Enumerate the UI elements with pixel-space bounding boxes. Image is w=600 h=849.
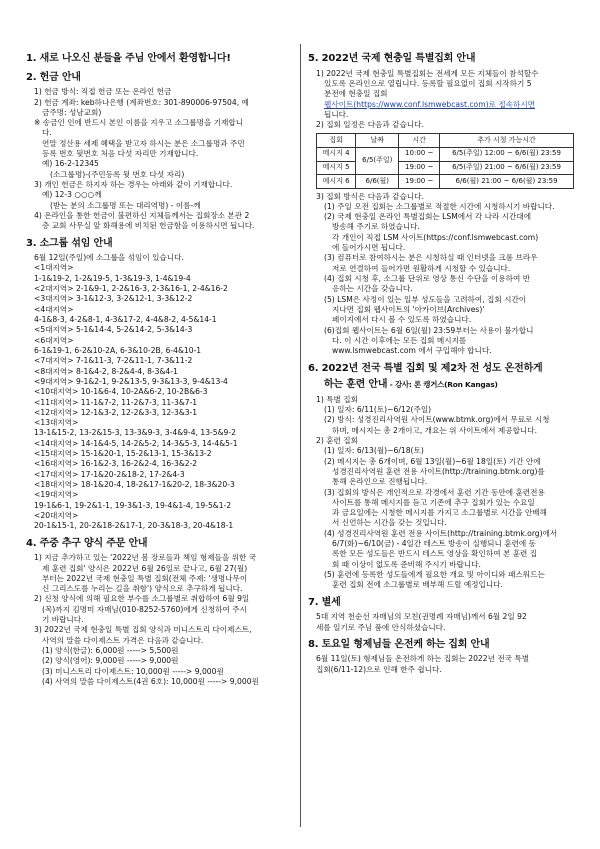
s3-line: <1대지역>	[34, 263, 74, 273]
s6-line: 서 신언하는 시간을 갖는 것입니다.	[332, 518, 447, 528]
s3-line: <6대지역>	[34, 335, 74, 345]
s2-line: 3) 개인 헌금은 하지자 하는 경우는 아래와 같이 기재합니다.	[34, 180, 233, 189]
s4-line: 신 그리스도를 누리는 길을 취함') 양식으로 추구하게 됩니다.	[42, 584, 243, 594]
s4-price-line: (3) 미니스트리 다이제스트: 10,000원 -----> 9,000원	[42, 666, 224, 676]
s6-line: 6/7(화)~6/10(금) - 4일간 테스트 방송이 실행되니 훈련에 동	[332, 539, 536, 549]
section-3-title: 3. 소그룹 섞임 안내	[26, 237, 113, 249]
schedule-header: 추가 시청 가능시간	[440, 134, 574, 148]
s2-line: (받는 분의 소그룹명 또는 대리역명) - 이름-께	[50, 200, 201, 210]
section-2-body	[24, 87, 296, 231]
s2-line: 층 교회 사무실 앞 화해용에 비치된 헌금함을 이용하시면 됩니다.	[42, 221, 255, 231]
s4-line: 기 바랍니다.	[42, 615, 84, 625]
s3-line: 4-1&8-3, 4-2&8-1, 4-3&17-2, 4-4&8-2, 4-5&14-1	[34, 315, 217, 325]
s4-line: (목)까지 김명미 자매님(010-8252-5760)에게 신청하여 주시	[42, 604, 247, 614]
s6-line: 2) 훈련 집회	[316, 435, 358, 445]
left-column	[24, 52, 296, 825]
s3-line: <2대지역> 2-1&9-1, 2-2&16-3, 2-3&16-1, 2-4&16-2	[34, 284, 228, 294]
s3-line: <3대지역> 3-1&12-3, 3-2&12-1, 3-3&12-2	[34, 294, 193, 304]
section-5-body	[306, 69, 582, 131]
s3-line: <11대지역> 11-1&7-2, 11-2&7-3, 11-3&7-1	[34, 397, 198, 407]
s5-line: (6)집회 웹사이트는 6월 6일(월) 23:59부터는 사용이 불가합니	[324, 325, 534, 335]
section-5-title: 5. 2022년 국제 현충일 특별집회 안내	[308, 53, 476, 64]
s5-line: 다. 이 시간 이후에는 모든 집회 메시지를	[332, 335, 467, 345]
section-6-title: 6. 2022년 전국 특별 집회 및 제2차 전 성도 온전하게	[308, 362, 543, 374]
s3-line: <8대지역> 8-1&4-2, 8-2&4-4, 8-3&4-1	[34, 366, 178, 376]
s5-line: www.lsmwebcast.com 에서 구입해야 합니다.	[332, 346, 492, 356]
s6-line: (1) 일자: 6/11(토)~6/12(주일)	[324, 405, 432, 415]
s4-price-line: (1) 양식(한글): 6,000원 -----> 5,500원	[42, 646, 179, 655]
s3-line: <18대지역> 18-1&20-4, 18-2&17-1&20-2, 18-3&20-3	[34, 480, 235, 490]
s5-line: 분전에 현충일 집회	[324, 89, 388, 99]
s2-line: 1) 헌금 방식: 직접 헌금 또는 온라인 헌금	[34, 87, 172, 97]
s3-line: 20-1&15-1, 20-2&18-2&17-1, 20-3&18-3, 20-4&18-1	[34, 521, 234, 531]
s3-line: <19대지역>	[34, 490, 79, 500]
schedule-row	[317, 161, 574, 175]
schedule-header: 집회	[317, 134, 356, 148]
s5-line: (3) 컴퓨터로 참여하시는 분은 시청하실 때 인터넷을 크롬 브라우	[324, 253, 538, 263]
s2-line: 등록 번호 뒷번호 처음 다섯 자리만 기재합니다.	[42, 149, 199, 159]
s2-line: 다.	[42, 128, 52, 138]
section-6-speaker: - 강사: 론 캥거스(Ron Kangas)	[387, 380, 498, 390]
s3-line: 13-1&15-2, 13-2&15-3, 13-3&9-3, 3-4&9-4, 13-5&9-2	[34, 428, 236, 438]
column-divider	[300, 44, 301, 827]
s4-line: 1) 지금 추가하고 있는 '2022년 봄 장로들과 책임 형제들을 위한 국	[34, 553, 257, 563]
s4-line: 사역의 말씀 다이제스트 가격은 다음과 같습니다.	[42, 635, 204, 645]
s6-line: (2) 방식: 성경진리사역원 사이트(www.btmk.org)에서 무료로 시청	[324, 415, 550, 425]
s2-line: ※ 송금인 인에 반드시 본인 이름을 지우고 소그룹명을 기재합니	[34, 118, 244, 128]
s4-line: 3) 2022년 국제 현충일 특별 집회 양식과 미니스트리 다이제스트,	[34, 625, 252, 635]
s2-line: 금주명: 성남교회)	[42, 107, 102, 117]
s5-line: 3) 집회 방식은 다음과 같습니다.	[316, 191, 424, 201]
s3-line: <16대지역> 16-1&2-3, 16-2&2-4, 16-3&2-2	[34, 459, 198, 469]
s4-line: 제 훈련 집회' 양식은 2022년 6월 26일로 끝나고, 6월 27(월)	[42, 563, 248, 573]
section-4-body	[24, 553, 296, 687]
s6-line: 록한 모든 성도들은 반드시 테스트 영상을 확인하여 본 훈련 집	[332, 549, 538, 559]
schedule-cell: 6/5(주일) 12:00 ~ 6/6(월) 23:59	[440, 147, 574, 161]
schedule-cell: 6/5(주일) 21:00 ~ 6/6(월) 23:59	[440, 161, 574, 175]
s3-line: <17대지역> 17-1&20-2&18-2, 17-2&4-3	[34, 469, 185, 479]
s5-link-line[interactable]: 각 개인이 직접 LSM 사이트(https://conf.lsmwebcast.com)	[332, 232, 539, 242]
s5-line: 2) 집회 일정은 다음과 같습니다.	[316, 120, 424, 130]
section-8-body	[306, 654, 582, 675]
section-8-title: 8. 토요일 형제님들 온전케 하는 집회 안내	[308, 638, 490, 650]
schedule-row	[317, 175, 574, 189]
s6-link-line[interactable]: (4) 성경진리사역원 훈련 전용 사이트(http://training.btmk.org)에서	[324, 528, 558, 538]
s3-line: <15대지역> 15-1&20-1, 15-2&13-1, 15-3&13-2	[34, 449, 212, 459]
s6-link-line[interactable]: 성경진리사역원 훈련 전용 사이트(http://training.btmk.org)를	[332, 466, 545, 476]
section-5-body-2	[306, 192, 582, 357]
schedule-cell: 메시지 4	[317, 147, 356, 161]
s3-line: <14대지역> 14-1&4-5, 14-2&5-2, 14-3&5-3, 14-4&5-1	[34, 438, 238, 448]
s6-line: 과 금요일에는 시청한 메시지를 가지고 소그룹별로 시간을 안배해	[332, 508, 547, 518]
s5-line: (2) 국제 현충일 온라인 특별집회는 LSM에서 각 나라 시간대에	[324, 212, 532, 222]
schedule-row	[317, 147, 574, 161]
s3-line: 19-1&6-1, 19-2&1-1, 19-3&1-3, 19-4&1-4, 19-5&1-2	[34, 500, 232, 510]
schedule-header: 시간	[399, 134, 440, 148]
s2-line: 예) 12-3 ○○○께	[42, 190, 102, 200]
s6-line: (3) 집회의 방식은 개인적으로 각경에서 훈련 기간 동안에 훈련전용	[324, 487, 545, 497]
s5-line: 1) 2022년 국제 현충일 특별집회는 전세계 모든 지체들이 참석할수	[316, 68, 539, 78]
s6-line: 통해 온라인으로 진행됩니다.	[332, 477, 428, 487]
s8-line: 집회(6/11-12)으로 인해 한주 쉽니다.	[316, 664, 442, 674]
s5-line: 방송해 주기로 하였습니다.	[332, 222, 420, 232]
s4-line: 2) 신청 양식에 의해 필요한 부수를 소그룹별로 취합하여 6월 9일	[34, 594, 250, 604]
s5-line: 됩니다.	[324, 109, 349, 119]
s8-line: 6월 11일(토) 형제님들 온전하게 하는 집회는 2022년 전국 특별	[316, 654, 530, 664]
section-7-body	[306, 612, 582, 633]
s6-line: 하며, 메시지는 총 2개이고, 개요는 위 사이트에서 제공합니다.	[332, 425, 538, 435]
s2-line: 2) 헌금 계좌: keb하나은행 (계좌번호: 301-890006-97504, 예	[34, 97, 249, 107]
schedule-cell: 19:00 ~	[399, 161, 440, 175]
schedule-cell: 10:00 ~	[399, 147, 440, 161]
s5-line: 지나면 집회 웹사이트의 '아카이브(Archives)'	[332, 304, 485, 314]
s2-line: 연말 정산용 세제 혜택을 받고자 하시는 분은 소그룹명과 주민	[42, 138, 245, 148]
section-3-body	[24, 253, 296, 531]
s5-line: 저로 연결하여 들어가면 원활하게 시청할 수 있습니다.	[332, 263, 511, 273]
schedule-header-row	[317, 134, 574, 148]
s6-line: 사이트를 통해 메시지를 듣고 기존에 추구 집회가 있는 수요일	[332, 497, 535, 507]
s6-line: (1) 일자: 6/13(월)~6/18(토)	[324, 446, 424, 456]
s3-line: <7대지역> 7-1&11-3, 7-2&11-1, 7-3&11-2	[34, 356, 193, 366]
s3-line: <20대지역>	[34, 510, 79, 520]
schedule-cell: 6/5(주일)	[356, 147, 399, 174]
s3-line: 6-1&19-1, 6-2&10-2A, 6-3&10-2B, 6-4&10-1	[34, 345, 202, 355]
s5-line: (4) 집회 시청 후, 소그룹 단위로 영상 통신 수단을 이용하여 반	[324, 274, 531, 284]
s3-line: 1-1&19-2, 1-2&19-5, 1-3&19-3, 1-4&19-4	[34, 273, 191, 283]
s3-line: <9대지역> 9-1&2-1, 9-2&13-5, 9-3&13-3, 9-4&13-4	[34, 376, 228, 386]
s5-line: 에 들어가시면 됩니다.	[332, 243, 406, 253]
section-6-title-line2: 하는 훈련 안내	[324, 379, 388, 391]
schedule-table	[316, 133, 574, 188]
section-7-title: 7. 별세	[308, 596, 341, 608]
s3-line: <12대지역> 12-1&3-2, 12-2&3-3, 12-3&3-1	[34, 407, 198, 417]
s7-line: 세를 일기로 주님 품에 안식하셨습니다.	[316, 622, 446, 632]
right-column	[306, 52, 582, 825]
schedule-cell: 19:00 ~	[399, 175, 440, 189]
schedule-cell: 6/6(월)	[356, 175, 399, 189]
schedule-cell: 6/6(월) 21:00 ~ 6/6(월) 23:59	[440, 175, 574, 189]
s6-line: 1) 특별 집회	[316, 394, 358, 404]
s4-price-line: (4) 사역의 말씀 다이제스트(4권 6호): 10,000원 -----> 9,000원	[42, 676, 259, 686]
s6-line: 회 때 이상이 없도록 준비해 주시기 바랍니다.	[332, 559, 481, 569]
schedule-cell: 메시지 5	[317, 161, 356, 175]
section-4-title: 4. 주중 추구 양식 주문 안내	[26, 537, 148, 549]
s2-line: 예) 16-2-12345	[42, 159, 99, 169]
s6-line: (2) 메시지는 총 6개이며, 6월 13일(월)~6월 18일(토) 기간 안에	[324, 456, 541, 466]
section-6-title-2	[308, 378, 582, 392]
s5-line: 있도록 온라인으로 열립니다. 등록할 필요없이 집회 시작하기 5	[324, 78, 532, 88]
s3-line: <5대지역> 5-1&14-4, 5-2&14-2, 5-3&14-3	[34, 325, 193, 335]
s5-link-line[interactable]: 웹사이트(https://www.conf.lsmwebcast.com)로 접속하시면	[324, 99, 535, 109]
section-1-title: 1. 새로 나오신 분들을 주님 안에서 환영합니다!	[26, 53, 231, 64]
schedule-header: 날짜	[356, 134, 399, 148]
s7-line: 5대 지역 천순선 자매님의 모친(권명례 자매님)께서 6월 2일 92	[316, 612, 527, 622]
s3-line: <10대지역> 10-1&6-4, 10-2A&6-2, 10-2B&6-3	[34, 387, 208, 397]
s3-line: <4대지역>	[34, 304, 74, 314]
s6-line: 훈련 집회 전에 소그룹별로 배부해 드릴 예정입니다.	[332, 580, 503, 590]
s3-line: <13대지역>	[34, 418, 79, 428]
s5-line: (1) 주일 오전 집회는 소그룹별로 적절한 시간에 시청하시기 바랍니다.	[324, 201, 555, 211]
s2-line: (소그룹명)-(주민등록 뒷 번호 다섯 자리)	[50, 169, 185, 179]
s4-price-line: (2) 양식(영어): 9,000원 -----> 9,000원	[42, 656, 179, 666]
s3-intro: 6월 12일(주일)에 소그룹을 섞임이 있습니다.	[34, 253, 184, 263]
s5-line: (5) LSM은 사정이 있는 일부 성도들을 고려하여, 집회 시간이	[324, 294, 527, 304]
s6-line: (5) 훈련에 등록한 성도들에게 필요한 개요 및 아이디와 패스워드는	[324, 570, 545, 580]
section-6-body	[306, 395, 582, 591]
schedule-cell: 메시지 6	[317, 175, 356, 189]
s5-line: 응하는 시간을 갖습니다.	[332, 284, 413, 294]
s2-line: 4) 온라인을 통한 헌금이 불편하신 지체들께서는 집회장소 본관 2	[34, 210, 250, 220]
s5-line: 페이지에서 다시 볼 수 있도록 하였습니다.	[332, 315, 472, 325]
s4-line: 부터는 2022년 국제 현충일 특별 집회(전체 주제: '생명나무이	[42, 573, 248, 583]
section-2-title: 2. 헌금 안내	[26, 71, 81, 83]
